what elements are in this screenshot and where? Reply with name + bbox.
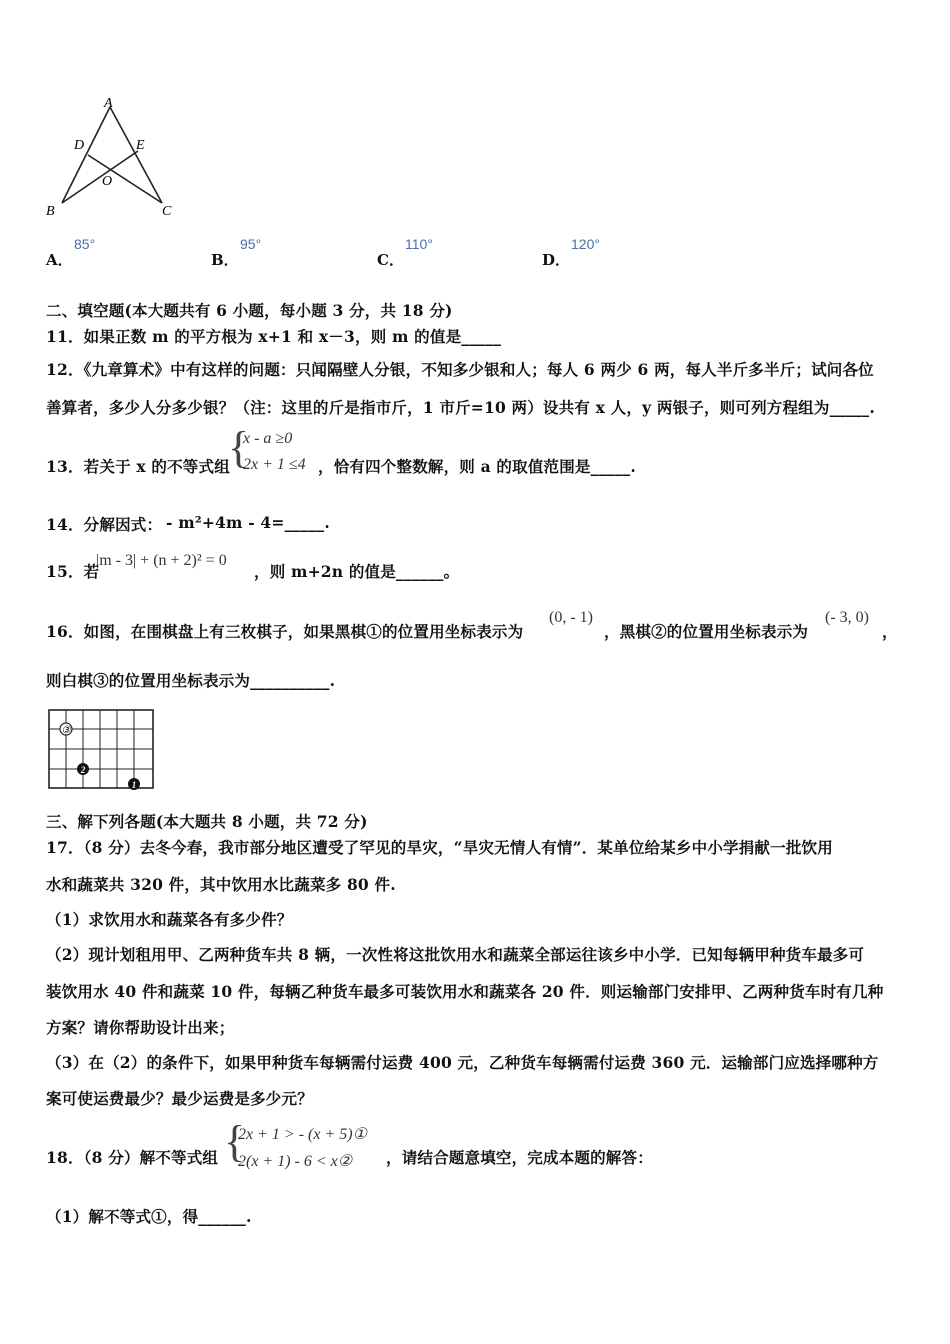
option-c-value: 110° xyxy=(405,236,433,252)
option-d-label: D． xyxy=(542,251,571,269)
q16-coord-1: (0, - 1) xyxy=(549,609,593,626)
section3-heading: 三、解下列各题(本大题共 8 小题，共 72 分) xyxy=(46,812,368,831)
stone-1-mark: 1 xyxy=(131,780,137,790)
label-c: C xyxy=(162,204,172,219)
q15-expression: |m - 3| + (n + 2)² = 0 xyxy=(96,552,227,569)
question-15-suffix: ，则 m+2n 的值是______。 xyxy=(254,562,460,581)
stone-white-3 xyxy=(60,723,72,736)
option-d-value: 120° xyxy=(571,236,600,252)
question-18-prefix: 18．（8 分）解不等式组 xyxy=(46,1148,219,1167)
question-16-line1-b: ，黑棋②的位置用坐标表示为 xyxy=(604,622,809,641)
option-a-label: A． xyxy=(46,251,73,269)
question-16-line1-a: 16．如图，在围棋盘上有三枚棋子，如果黑棋①的位置用坐标表示为 xyxy=(46,622,524,641)
question-17-sub2-line3: 方案？请你帮助设计出来； xyxy=(46,1018,235,1037)
question-16-line2: 则白棋③的位置用坐标表示为__________. xyxy=(46,671,336,690)
question-13-suffix: ，恰有四个整数解，则 a 的取值范围是_____. xyxy=(318,457,636,476)
option-b-value: 95° xyxy=(240,236,262,252)
stone-black-2 xyxy=(77,763,89,775)
label-d: D xyxy=(74,138,85,153)
label-b: B xyxy=(46,204,55,219)
question-17-line1: 17．（8 分）去冬今春，我市部分地区遭受了罕见的旱灾，“旱灾无情人有情”．某单位给某乡中小学捐献一批饮用 xyxy=(46,838,833,857)
segment-cd xyxy=(88,155,162,203)
question-18-suffix: ，请结合题意填空，完成本题的解答： xyxy=(386,1148,653,1167)
question-17-sub2-line1: （2）现计划租用甲、乙两种货车共 8 辆，一次性将这批饮用水和蔬菜全部运往该乡中小学．已知每辆甲种货车最多可 xyxy=(46,945,865,964)
section2-heading: 二、填空题(本大题共有 6 小题，每小题 3 分，共 18 分) xyxy=(46,301,453,320)
question-14-prefix: 14．分解因式： xyxy=(46,515,163,534)
question-12-line1: 12．《九章算术》中有这样的问题：只闻隔壁人分银，不知多少银和人；每人 6 两少 6 两，每人半斤多半斤；试问各位 xyxy=(46,360,874,379)
segment-be xyxy=(62,151,138,203)
label-a: A xyxy=(104,96,113,111)
q18-inequality-1: 2x + 1 > - (x + 5)① xyxy=(238,1126,367,1143)
question-15-prefix: 15．若 xyxy=(46,562,100,581)
q18-brace: { xyxy=(224,1117,246,1166)
question-17-sub3-line1: （3）在（2）的条件下，如果甲种货车每辆需付运费 400 元，乙种货车每辆需付运费 360 元．运输部门应选择哪种方 xyxy=(46,1053,879,1072)
question-18-sub1: （1）解不等式①，得______. xyxy=(46,1207,252,1226)
q13-inequality-1: x - a ≥0 xyxy=(243,430,293,447)
label-e: E xyxy=(136,138,145,153)
q13-inequality-2: 2x + 1 ≤4 xyxy=(243,456,306,473)
side-ac xyxy=(110,107,162,203)
question-17-sub2-line2: 装饮用水 40 件和蔬菜 10 件，每辆乙种货车最多可装饮用水和蔬菜各 20 件．则运输部门安排甲、乙两种货车时有几种 xyxy=(46,982,884,1001)
option-b-label: B． xyxy=(211,251,239,269)
stone-black-1 xyxy=(128,778,140,790)
q16-coord-2: (- 3, 0) xyxy=(825,609,869,626)
triangle-figure xyxy=(40,95,190,225)
question-14-expr: - m²+4m - 4=_____. xyxy=(166,513,330,532)
question-16-line1-c: ， xyxy=(882,622,898,641)
label-o: O xyxy=(102,174,113,189)
question-17-sub1: （1）求饮用水和蔬菜各有多少件？ xyxy=(46,910,293,929)
question-11: 11．如果正数 m 的平方根为 x+1 和 x－3，则 m 的值是_____ xyxy=(46,327,502,346)
option-a-value: 85° xyxy=(74,236,96,252)
q13-brace: { xyxy=(228,423,250,472)
option-c-label: C． xyxy=(377,251,404,269)
stone-2-mark: 2 xyxy=(80,765,86,775)
question-13-prefix: 13．若关于 x 的不等式组 xyxy=(46,457,230,476)
go-board xyxy=(46,706,158,792)
q18-inequality-2: 2(x + 1) - 6 < x② xyxy=(238,1153,353,1170)
stone-3-mark: ③ xyxy=(61,725,71,736)
question-17-line2: 水和蔬菜共 320 件，其中饮用水比蔬菜多 80 件. xyxy=(46,875,396,894)
question-12-line2: 善算者，多少人分多少银？（注：这里的斤是指市斤，1 市斤=10 两）设共有 x 人，y 两银子，则可列方程组为_____. xyxy=(46,398,875,417)
question-17-sub3-line2: 案可使运费最少？最少运费是多少元？ xyxy=(46,1089,313,1108)
